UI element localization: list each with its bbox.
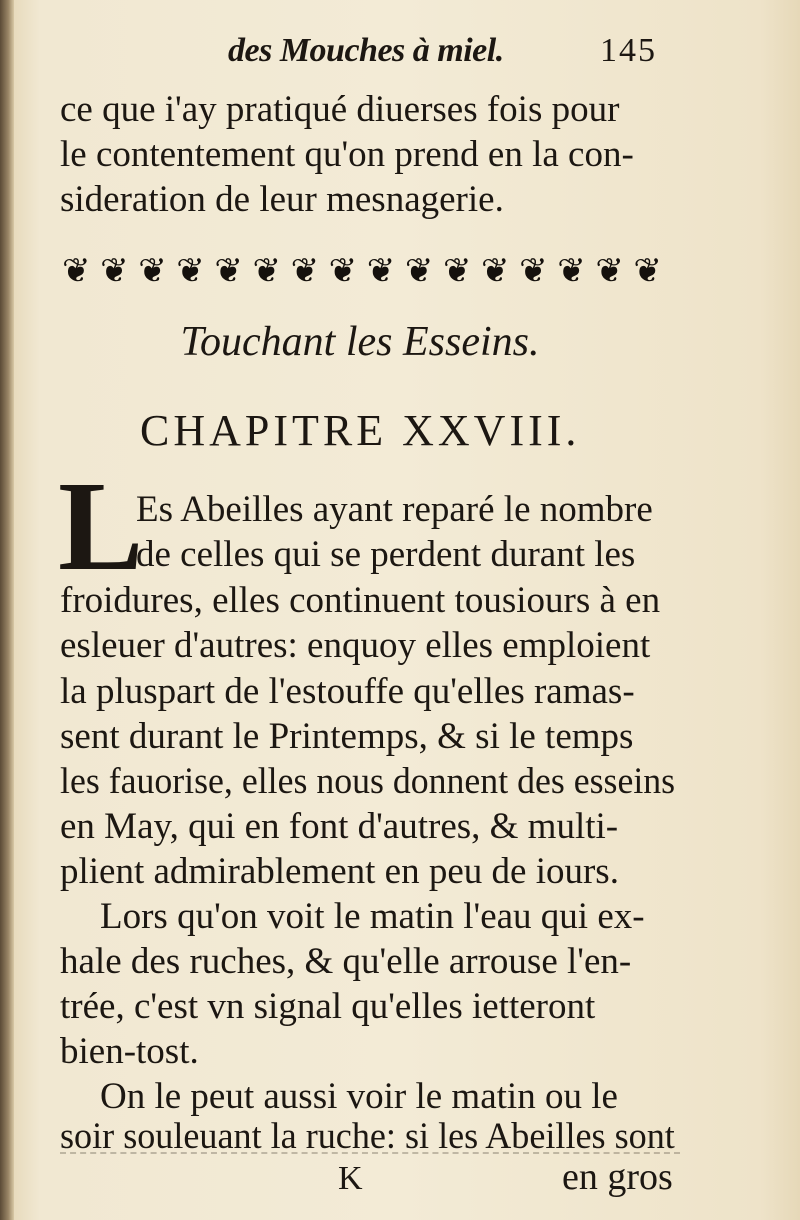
section-title: Touchant les Esseins. bbox=[180, 319, 540, 365]
page-header bbox=[0, 30, 800, 90]
text-line: sideration de leur mesnagerie. bbox=[60, 179, 504, 220]
fleuron-ornament-icon: ❦ bbox=[62, 251, 91, 291]
text-line: le contentement qu'on prend en la con- bbox=[60, 134, 634, 175]
fleuron-ornament-icon: ❦ bbox=[252, 251, 281, 291]
text-line: trée, c'est vn signal qu'elles ietteront bbox=[60, 986, 596, 1027]
binding-edge bbox=[0, 0, 14, 1220]
fleuron-ornament-icon: ❦ bbox=[481, 251, 510, 291]
fleuron-ornament-icon: ❦ bbox=[290, 251, 320, 291]
text-line: la pluspart de l'estouffe qu'elles ramas- bbox=[60, 671, 635, 712]
text-line: sent durant le Printemps, & si le temps bbox=[60, 716, 634, 757]
fleuron-ornament-icon: ❦ bbox=[442, 251, 472, 291]
drop-cap: L bbox=[58, 455, 144, 597]
page-number: 145 bbox=[600, 32, 657, 69]
text-line: esleuer d'autres: enquoy elles emploient bbox=[60, 625, 651, 666]
fleuron-ornament-icon: ❦ bbox=[404, 251, 434, 291]
chapter-heading: CHAPITRE XXVIII. bbox=[140, 406, 581, 455]
text-line: On le peut aussi voir le matin ou le bbox=[100, 1076, 618, 1117]
fleuron-ornament-icon: ❦ bbox=[176, 251, 205, 291]
fleuron-ornament-icon: ❦ bbox=[557, 251, 586, 291]
text-line: hale des ruches, & qu'elle arrouse l'en- bbox=[60, 941, 632, 982]
fleuron-ornament-icon: ❦ bbox=[366, 251, 396, 291]
text-line: froidures, elles continuent tousiours à en bbox=[60, 580, 661, 621]
text-line: Es Abeilles ayant reparé le nombre bbox=[136, 489, 653, 530]
text-line: les fauorise, elles nous donnent des esseins bbox=[60, 761, 676, 802]
text-line: bien-tost. bbox=[60, 1031, 199, 1072]
text-line: soir souleuant la ruche: si les Abeilles sont bbox=[60, 1116, 675, 1157]
fleuron-ornament-icon: ❦ bbox=[633, 251, 662, 291]
text-line: Lors qu'on voit le matin l'eau qui ex- bbox=[100, 896, 645, 937]
fleuron-ornament-icon: ❦ bbox=[100, 251, 129, 291]
fleuron-ornament-icon: ❦ bbox=[595, 251, 624, 291]
catchword: en gros bbox=[562, 1156, 673, 1198]
fleuron-ornament-icon: ❦ bbox=[519, 251, 548, 291]
text-line: de celles qui se perdent durant les bbox=[136, 534, 636, 575]
text-line: ce que i'ay pratiqué diuerses fois pour bbox=[60, 89, 620, 130]
fleuron-ornament-icon: ❦ bbox=[138, 251, 167, 291]
running-head: des Mouches à miel. bbox=[228, 32, 504, 69]
fleuron-band bbox=[62, 250, 662, 292]
text-line: plient admirablement en peu de iours. bbox=[60, 851, 619, 892]
fleuron-ornament-icon: ❦ bbox=[328, 251, 358, 291]
fleuron-ornament-icon: ❦ bbox=[214, 251, 243, 291]
text-line: en May, qui en font d'autres, & multi- bbox=[60, 806, 619, 847]
signature-mark: K bbox=[338, 1160, 363, 1197]
